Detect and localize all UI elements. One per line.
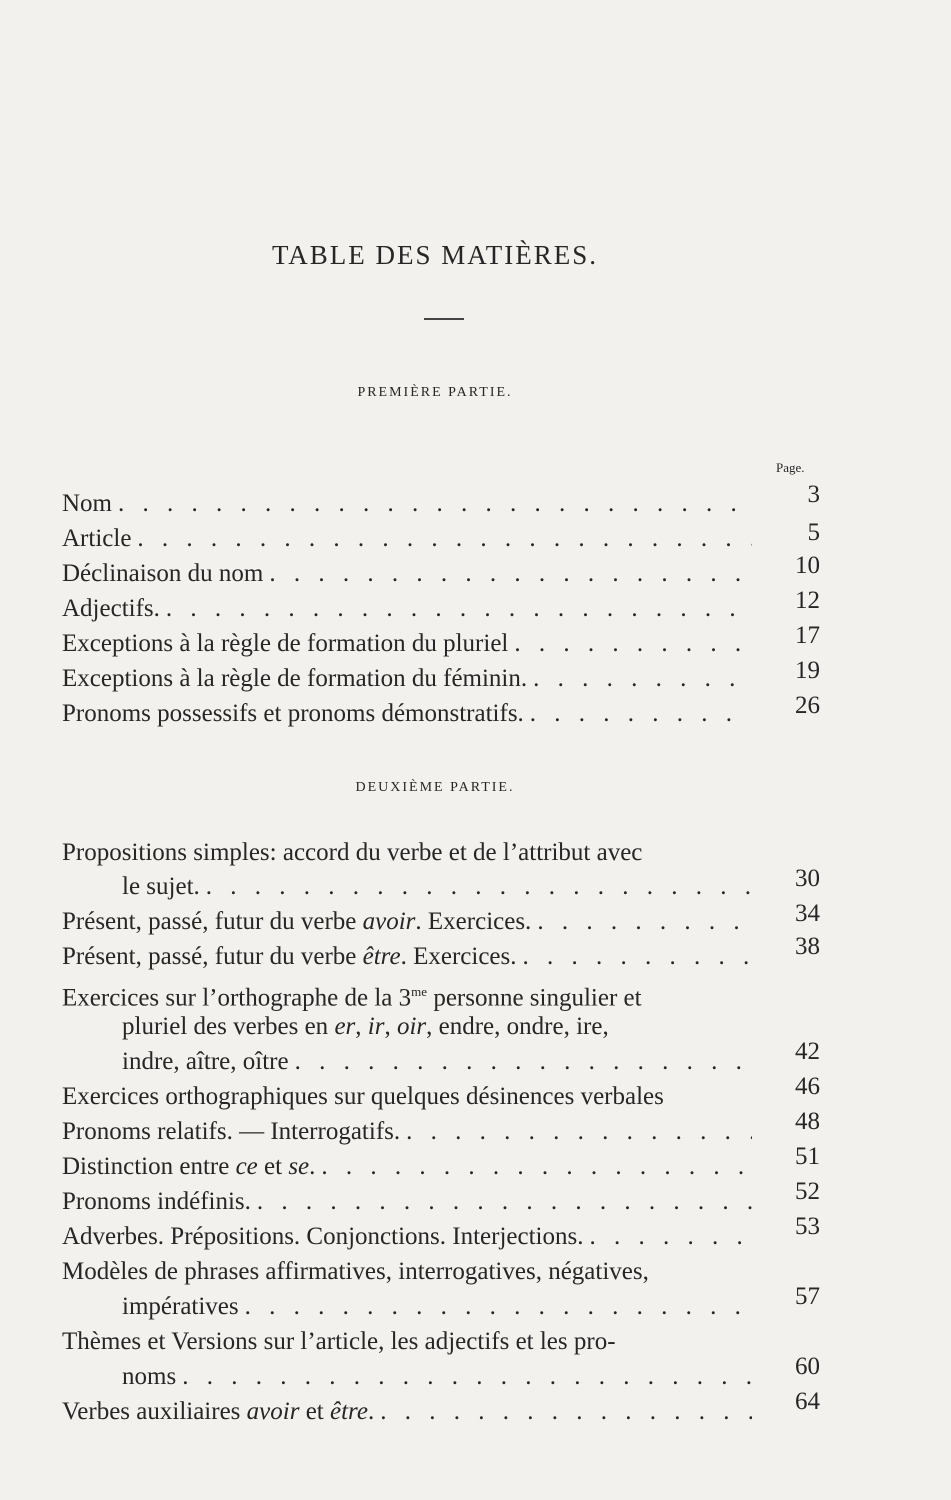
toc-entry-continuation[interactable]	[122, 1045, 752, 1079]
toc-entry[interactable]	[62, 627, 752, 661]
leader-dots	[516, 940, 752, 974]
toc-entry-label: Exceptions à la règle de formation du féminin.	[62, 665, 528, 692]
toc-page-number: 42	[795, 1038, 820, 1065]
toc-page-number: 3	[807, 481, 820, 508]
toc-page-number: 5	[807, 519, 820, 546]
leader-dots	[160, 592, 752, 626]
toc-entry[interactable]	[62, 1185, 752, 1219]
toc-entry[interactable]	[62, 1395, 752, 1429]
toc-entry[interactable]	[62, 1220, 752, 1254]
section-heading-part-1: PREMIÈRE PARTIE.	[357, 385, 513, 400]
leader-dots	[374, 1395, 752, 1429]
toc-entry-label: Adverbes. Prépositions. Conjonctions. Interjections.	[62, 1223, 584, 1250]
leader-dots	[176, 1360, 752, 1394]
toc-entry-label: Présent, passé, futur du verbe avoir. Exercices.	[62, 908, 532, 935]
toc-page-number: 30	[795, 865, 820, 892]
toc-entry-label: Pronoms possessifs et pronoms démonstratifs.	[62, 700, 524, 727]
toc-page-number: 53	[795, 1213, 820, 1240]
toc-entry[interactable]	[62, 975, 752, 1012]
leader-dots	[263, 557, 752, 591]
toc-page-number: 51	[795, 1143, 820, 1170]
toc-page-number: 38	[795, 933, 820, 960]
toc-page-number: 19	[795, 657, 820, 684]
toc-entry-label: Pronoms relatifs. — Interrogatifs.	[62, 1118, 401, 1145]
toc-entry[interactable]	[62, 1080, 752, 1114]
leader-dots	[315, 1150, 752, 1184]
toc-page-number: 12	[795, 587, 820, 614]
toc-entry[interactable]	[62, 836, 752, 870]
leader-dots	[508, 627, 752, 661]
leader-dots	[251, 1185, 752, 1219]
toc-page-number: 10	[795, 552, 820, 579]
leader-dots	[400, 1115, 752, 1149]
toc-entry-label: Déclinaison du nom	[62, 560, 264, 587]
toc-page-number: 60	[795, 1353, 820, 1380]
toc-entry[interactable]	[62, 1255, 752, 1289]
toc-page-number: 57	[795, 1283, 820, 1310]
leader-dots	[583, 1220, 752, 1254]
leader-dots	[112, 487, 752, 521]
toc-page-number: 26	[795, 692, 820, 719]
leader-dots	[200, 870, 752, 904]
toc-entry-label: impératives	[122, 1293, 239, 1320]
toc-entry[interactable]	[62, 592, 752, 626]
toc-page-number: 46	[795, 1073, 820, 1100]
toc-page-number: 52	[795, 1178, 820, 1205]
toc-entry[interactable]	[62, 522, 752, 556]
toc-entry-label: Exercices orthographiques sur quelques désinences verbales	[62, 1083, 664, 1110]
toc-entry-label: Exercices sur l’orthographe de la $3^{me}$ personne singulier et	[62, 984, 642, 1012]
leader-dots	[524, 697, 752, 731]
toc-page-number: 34	[795, 900, 820, 927]
toc-page-number: 48	[795, 1108, 820, 1135]
leader-dots	[131, 522, 752, 556]
leader-dots	[239, 1290, 752, 1324]
toc-entry-label: indre, aître, oître	[122, 1048, 289, 1075]
toc-entry[interactable]	[62, 1115, 752, 1149]
toc-entry-continuation[interactable]	[122, 870, 752, 904]
toc-entry-label: Présent, passé, futur du verbe être. Exercices.	[62, 943, 517, 970]
toc-entry[interactable]	[62, 697, 752, 731]
toc-entry-label: pluriel des verbes en er, ir, oir, endre, ondre, ire,	[122, 1013, 609, 1040]
toc-entry-label: Distinction entre ce et se.	[62, 1153, 316, 1180]
section-heading-part-2: DEUXIÈME PARTIE.	[355, 780, 515, 795]
toc-entry-label: Verbes auxiliaires avoir et être.	[62, 1398, 375, 1425]
title-divider	[424, 318, 464, 320]
leader-dots	[289, 1045, 752, 1079]
toc-entry[interactable]	[62, 905, 752, 939]
toc-entry[interactable]	[62, 487, 752, 521]
toc-entry-label: Nom	[62, 490, 112, 517]
toc-entry[interactable]	[62, 1325, 752, 1359]
toc-entry[interactable]	[62, 662, 752, 696]
page-column-label: Page.	[776, 460, 805, 475]
leader-dots	[531, 905, 752, 939]
toc-entry[interactable]	[62, 557, 752, 591]
toc-entry-label: Article	[62, 525, 132, 552]
toc-entry[interactable]	[62, 1150, 752, 1184]
page-title: TABLE DES MATIÈRES.	[271, 240, 599, 270]
toc-entry-continuation[interactable]	[122, 1290, 752, 1324]
toc-entry-label: le sujet.	[122, 873, 200, 900]
toc-entry-label: Propositions simples: accord du verbe et de l’attribut avec	[62, 839, 643, 866]
toc-entry-continuation[interactable]	[122, 1360, 752, 1394]
toc-entry-label: Adjectifs.	[62, 595, 160, 622]
toc-entry-label: noms	[122, 1363, 177, 1390]
toc-page-number: 64	[795, 1388, 820, 1415]
toc-entry-label: Thèmes et Versions sur l’article, les adjectifs et les pro-	[62, 1328, 616, 1355]
toc-entry-label: Modèles de phrases affirmatives, interrogatives, négatives,	[62, 1258, 649, 1285]
toc-entry-continuation[interactable]	[122, 1010, 752, 1044]
leader-dots	[527, 662, 752, 696]
toc-entry-label: Pronoms indéfinis.	[62, 1188, 251, 1215]
toc-entry[interactable]	[62, 940, 752, 974]
toc-entry-label: Exceptions à la règle de formation du pluriel	[62, 630, 509, 657]
toc-page-number: 17	[795, 622, 820, 649]
